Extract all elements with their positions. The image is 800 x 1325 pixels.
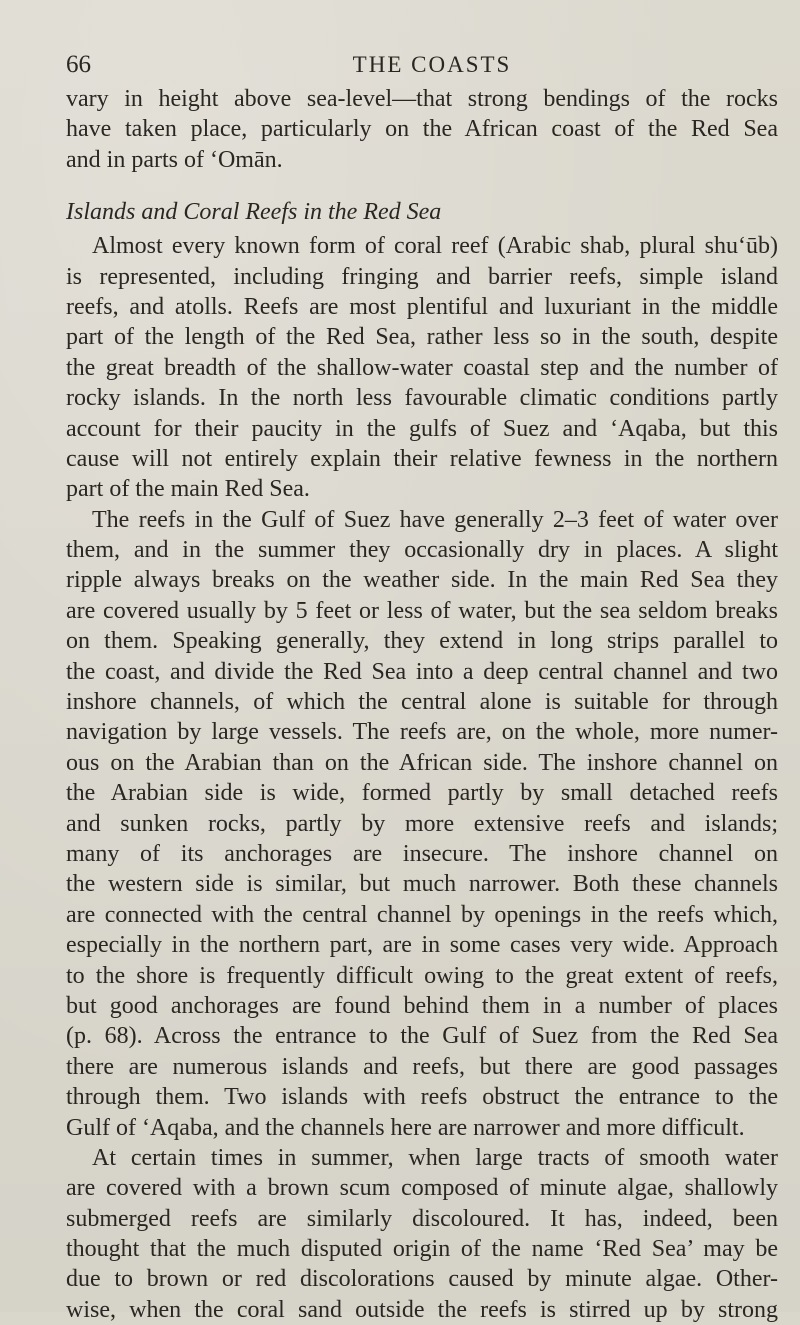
text-line: have taken place, particularly on the African coast of the Red Sea xyxy=(66,116,778,143)
text-line: cause will not entirely explain their relative fewness in the northern xyxy=(66,445,778,472)
text-line: and in parts of ‘Omān. xyxy=(66,146,283,173)
text-line: (p. 68). Across the entrance to the Gulf of Suez from the Red Sea xyxy=(66,1023,778,1050)
text-line: are covered with a brown scum composed of minute algae, shallowly xyxy=(66,1175,778,1202)
text-line: thought that the much disputed origin of the name ‘Red Sea’ may be xyxy=(66,1236,778,1263)
text-line: wise, when the coral sand outside the reefs is stirred up by strong xyxy=(66,1296,778,1323)
text-line: ripple always breaks on the weather side. In the main Red Sea they xyxy=(66,567,778,594)
text-line: inshore channels, of which the central alone is suitable for through xyxy=(66,689,778,716)
page-number: 66 xyxy=(66,51,91,78)
text-line: navigation by large vessels. The reefs are, on the whole, more numer- xyxy=(66,719,778,746)
text-line: especially in the northern part, are in some cases very wide. Approach xyxy=(66,932,778,959)
text-line: are covered usually by 5 feet or less of water, but the sea seldom breaks xyxy=(66,597,778,624)
text-line: submerged reefs are similarly discoloured. It has, indeed, been xyxy=(66,1205,778,1232)
text-line: them, and in the summer they occasionally dry in places. A slight xyxy=(66,537,778,564)
text-line: account for their paucity in the gulfs of Suez and ‘Aqaba, but this xyxy=(66,415,778,442)
text-line: there are numerous islands and reefs, but there are good passages xyxy=(66,1053,778,1080)
text-line: Gulf of ‘Aqaba, and the channels here are narrower and more difficult. xyxy=(66,1114,745,1141)
text-line: the western side is similar, but much narrower. Both these channels xyxy=(66,871,778,898)
text-line: the coast, and divide the Red Sea into a deep central channel and two xyxy=(66,658,778,685)
text-line: rocky islands. In the north less favourable climatic conditions partly xyxy=(66,385,778,412)
text-line: part of the length of the Red Sea, rather less so in the south, despite xyxy=(66,324,778,351)
text-line: Almost every known form of coral reef (Arabic shab, plural shu‘ūb) xyxy=(92,233,778,260)
text-line: and sunken rocks, partly by more extensive reefs and islands; xyxy=(66,810,778,837)
running-head xyxy=(66,50,778,82)
text-line: vary in height above sea-level—that strong bendings of the rocks xyxy=(66,86,778,112)
text-line: through them. Two islands with reefs obstruct the entrance to the xyxy=(66,1084,778,1111)
text-line: to the shore is frequently difficult owing to the great extent of reefs, xyxy=(66,962,778,989)
text-line: ous on the Arabian than on the African side. The inshore channel on xyxy=(66,749,778,776)
text-line: reefs, and atolls. Reefs are most plentiful and luxuriant in the middle xyxy=(66,293,778,320)
text-line: part of the main Red Sea. xyxy=(66,476,310,503)
text-line: The reefs in the Gulf of Suez have generally 2–3 feet of water over xyxy=(92,506,778,533)
text-line: the great breadth of the shallow-water coastal step and the number of xyxy=(66,354,778,381)
paragraph-2 xyxy=(66,505,778,1143)
paragraph-3 xyxy=(66,1143,778,1325)
running-title: THE COASTS xyxy=(352,52,512,77)
text-line: but good anchorages are found behind them in a number of places xyxy=(66,992,778,1019)
text-line: At certain times in summer, when large tracts of smooth water xyxy=(92,1144,778,1171)
text-line: on them. Speaking generally, they extend in long strips parallel to xyxy=(66,628,778,655)
text-line: the Arabian side is wide, formed partly by small detached reefs xyxy=(66,780,778,807)
paragraph-1 xyxy=(66,231,778,505)
text-line: is represented, including fringing and barrier reefs, simple island xyxy=(66,263,778,290)
text-line: are connected with the central channel by openings in the reefs which, xyxy=(66,901,778,928)
section-heading: Islands and Coral Reefs in the Red Sea xyxy=(66,199,442,226)
text-line: due to brown or red discolorations caused by minute algae. Other- xyxy=(66,1266,778,1293)
text-line: many of its anchorages are insecure. The inshore channel on xyxy=(66,840,778,867)
intro-paragraph xyxy=(66,84,778,175)
